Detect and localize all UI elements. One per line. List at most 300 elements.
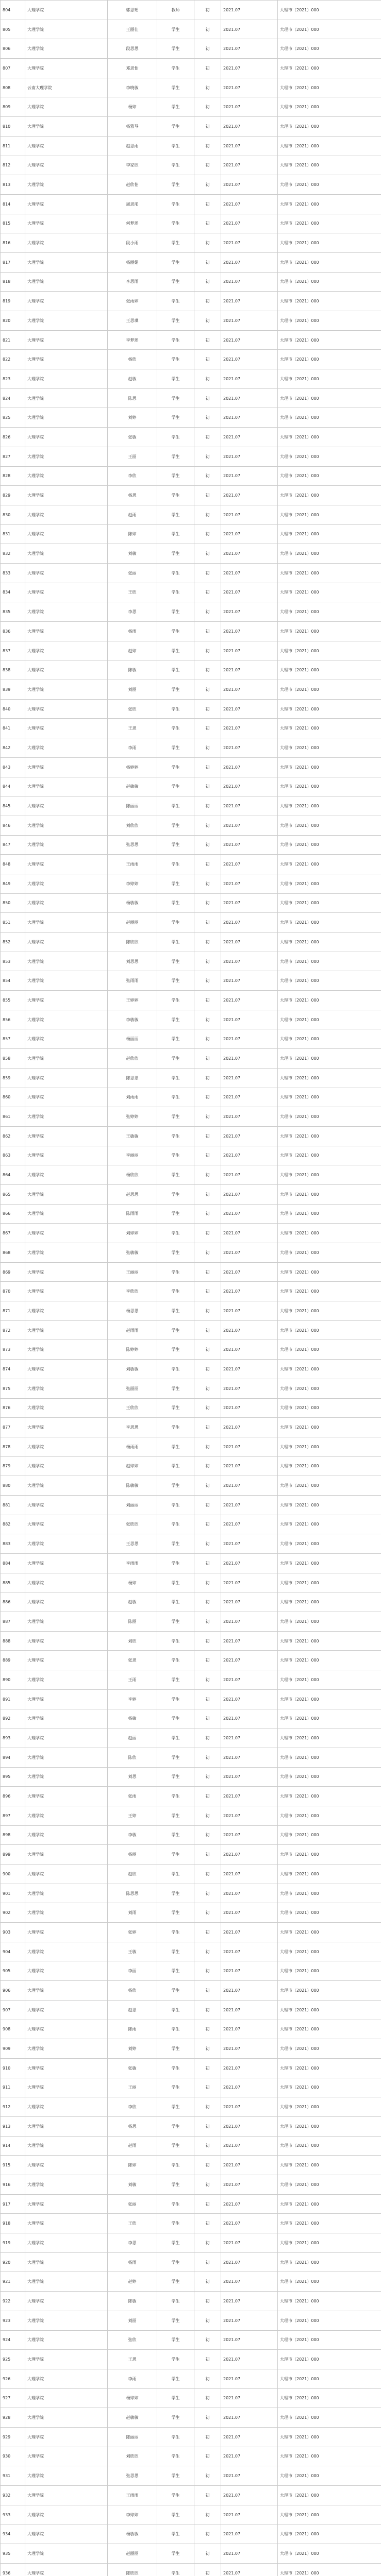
name-cell: 陈欣 — [108, 1748, 157, 1767]
cert-cell: 大理市（2021）000 — [278, 719, 381, 738]
unit-cell: 大理学院 — [25, 2058, 108, 2078]
unit-cell: 大理学院 — [25, 1204, 108, 1224]
time-cell: 2021.07 — [221, 1, 278, 20]
level-cell: 初 — [194, 1456, 221, 1476]
level-cell: 初 — [194, 1204, 221, 1224]
seq-cell: 876 — [1, 1398, 25, 1418]
level-cell: 初 — [194, 1709, 221, 1728]
time-cell: 2021.07 — [221, 816, 278, 835]
name-cell: 杨丽 — [108, 1845, 157, 1865]
time-cell: 2021.07 — [221, 544, 278, 564]
time-cell: 2021.07 — [221, 194, 278, 214]
time-cell: 2021.07 — [221, 2175, 278, 2195]
unit-cell: 大理学院 — [25, 1709, 108, 1728]
table-row — [1, 2272, 381, 2292]
level-cell: 初 — [194, 874, 221, 893]
level-cell: 初 — [194, 1825, 221, 1845]
name-cell: 李欣 — [108, 466, 157, 486]
seq-cell: 879 — [1, 1456, 25, 1476]
type-cell: 学生 — [157, 2292, 194, 2311]
unit-cell: 大理学院 — [25, 1806, 108, 1825]
cert-cell: 大理市（2021）000 — [278, 330, 381, 350]
cert-cell: 大理市（2021）000 — [278, 2175, 381, 2195]
unit-cell: 大理学院 — [25, 1612, 108, 1632]
name-cell: 李婷婷 — [108, 874, 157, 893]
level-cell: 初 — [194, 2408, 221, 2428]
name-cell: 杨婷 — [108, 1573, 157, 1592]
name-cell: 刘欣 — [108, 1631, 157, 1651]
table-row — [1, 2020, 381, 2039]
name-cell: 赵思思 — [108, 1184, 157, 1204]
seq-cell: 875 — [1, 1379, 25, 1398]
table-row — [1, 117, 381, 137]
level-cell: 初 — [194, 1360, 221, 1379]
level-cell: 初 — [194, 2214, 221, 2233]
seq-cell: 881 — [1, 1495, 25, 1515]
type-cell: 学生 — [157, 486, 194, 505]
level-cell: 初 — [194, 1845, 221, 1865]
cert-cell: 大理市（2021）000 — [278, 2369, 381, 2388]
table-row — [1, 855, 381, 874]
type-cell: 学生 — [157, 1320, 194, 1340]
unit-cell: 大理学院 — [25, 20, 108, 39]
cert-cell: 大理市（2021）000 — [278, 1165, 381, 1185]
table-row — [1, 1651, 381, 1670]
unit-cell: 大理学院 — [25, 1243, 108, 1263]
time-cell: 2021.07 — [221, 1029, 278, 1049]
seq-cell: 805 — [1, 20, 25, 39]
seq-cell: 816 — [1, 233, 25, 253]
table-row — [1, 194, 381, 214]
table-row — [1, 1282, 381, 1301]
level-cell: 初 — [194, 2369, 221, 2388]
type-cell: 学生 — [157, 2350, 194, 2369]
time-cell: 2021.07 — [221, 2272, 278, 2292]
time-cell: 2021.07 — [221, 330, 278, 350]
name-cell: 王欣 — [108, 583, 157, 602]
type-cell: 学生 — [157, 1825, 194, 1845]
time-cell: 2021.07 — [221, 1495, 278, 1515]
name-cell: 张思思 — [108, 835, 157, 855]
name-cell: 陈丽 — [108, 1612, 157, 1632]
cert-cell: 大理市（2021）000 — [278, 2214, 381, 2233]
time-cell: 2021.07 — [221, 1107, 278, 1127]
seq-cell: 809 — [1, 97, 25, 117]
level-cell: 初 — [194, 602, 221, 622]
unit-cell: 大理学院 — [25, 699, 108, 719]
name-cell: 赵敏敏 — [108, 2408, 157, 2428]
level-cell: 初 — [194, 816, 221, 835]
cert-cell: 大理市（2021）000 — [278, 2292, 381, 2311]
level-cell: 初 — [194, 2078, 221, 2097]
seq-cell: 823 — [1, 369, 25, 389]
name-cell: 张欣 — [108, 2330, 157, 2350]
name-cell: 杨雅琴 — [108, 117, 157, 137]
time-cell: 2021.07 — [221, 1204, 278, 1224]
type-cell: 学生 — [157, 1243, 194, 1263]
unit-cell: 大理学院 — [25, 602, 108, 622]
table-row — [1, 2427, 381, 2447]
level-cell: 初 — [194, 1340, 221, 1360]
type-cell: 学生 — [157, 602, 194, 622]
seq-cell: 887 — [1, 1612, 25, 1632]
table-row — [1, 428, 381, 447]
seq-cell: 807 — [1, 59, 25, 78]
type-cell: 学生 — [157, 1088, 194, 1107]
time-cell: 2021.07 — [221, 1709, 278, 1728]
level-cell: 初 — [194, 738, 221, 758]
level-cell: 初 — [194, 835, 221, 855]
level-cell: 初 — [194, 1612, 221, 1632]
table-row — [1, 738, 381, 758]
time-cell: 2021.07 — [221, 719, 278, 738]
table-row — [1, 1845, 381, 1865]
time-cell: 2021.07 — [221, 738, 278, 758]
unit-cell: 大理学院 — [25, 1787, 108, 1806]
table-row — [1, 2292, 381, 2311]
seq-cell: 932 — [1, 2486, 25, 2505]
seq-cell: 905 — [1, 1961, 25, 1981]
name-cell: 王欣 — [108, 2214, 157, 2233]
table-row — [1, 2408, 381, 2428]
name-cell: 赵婷婷 — [108, 1456, 157, 1476]
level-cell: 初 — [194, 1651, 221, 1670]
unit-cell: 大理学院 — [25, 2466, 108, 2486]
cert-cell: 大理市（2021）000 — [278, 2486, 381, 2505]
time-cell: 2021.07 — [221, 1689, 278, 1709]
unit-cell: 大理学院 — [25, 1379, 108, 1398]
level-cell: 初 — [194, 1806, 221, 1825]
unit-cell: 大理学院 — [25, 2544, 108, 2564]
table-row — [1, 2214, 381, 2233]
cert-cell: 大理市（2021）000 — [278, 971, 381, 991]
unit-cell: 大理学院 — [25, 544, 108, 564]
level-cell: 初 — [194, 699, 221, 719]
name-cell: 陈思思 — [108, 1884, 157, 1903]
level-cell: 初 — [194, 2252, 221, 2272]
seq-cell: 901 — [1, 1884, 25, 1903]
name-cell: 张丽 — [108, 563, 157, 583]
type-cell: 学生 — [157, 2408, 194, 2428]
unit-cell: 大理学院 — [25, 1224, 108, 1243]
table-row — [1, 136, 381, 156]
name-cell: 李思 — [108, 602, 157, 622]
table-row — [1, 1456, 381, 1476]
table-row — [1, 524, 381, 544]
time-cell: 2021.07 — [221, 2369, 278, 2388]
table-row — [1, 583, 381, 602]
type-cell: 学生 — [157, 1165, 194, 1185]
cert-cell: 大理市（2021）000 — [278, 2136, 381, 2156]
unit-cell: 大理学院 — [25, 524, 108, 544]
unit-cell: 大理学院 — [25, 1961, 108, 1981]
table-row — [1, 1, 381, 20]
type-cell: 学生 — [157, 1612, 194, 1632]
time-cell: 2021.07 — [221, 699, 278, 719]
name-cell: 杨雨雨 — [108, 1437, 157, 1456]
type-cell: 学生 — [157, 757, 194, 777]
cert-cell: 大理市（2021）000 — [278, 2020, 381, 2039]
level-cell: 初 — [194, 1903, 221, 1923]
seq-cell: 928 — [1, 2408, 25, 2428]
seq-cell: 842 — [1, 738, 25, 758]
seq-cell: 865 — [1, 1184, 25, 1204]
name-cell: 刘欣欣 — [108, 816, 157, 835]
table-row — [1, 1340, 381, 1360]
table-row — [1, 1418, 381, 1437]
level-cell: 初 — [194, 1865, 221, 1884]
time-cell: 2021.07 — [221, 447, 278, 466]
table-row — [1, 2330, 381, 2350]
unit-cell: 大理学院 — [25, 1, 108, 20]
cert-cell: 大理市（2021）000 — [278, 59, 381, 78]
seq-cell: 889 — [1, 1651, 25, 1670]
time-cell: 2021.07 — [221, 583, 278, 602]
seq-cell: 867 — [1, 1224, 25, 1243]
unit-cell: 大理学院 — [25, 1010, 108, 1029]
seq-cell: 821 — [1, 330, 25, 350]
unit-cell: 大理学院 — [25, 136, 108, 156]
type-cell: 学生 — [157, 1651, 194, 1670]
seq-cell: 810 — [1, 117, 25, 137]
level-cell: 初 — [194, 913, 221, 933]
unit-cell: 大理学院 — [25, 2369, 108, 2388]
name-cell: 张丽 — [108, 2194, 157, 2214]
time-cell: 2021.07 — [221, 78, 278, 97]
seq-cell: 830 — [1, 505, 25, 524]
time-cell: 2021.07 — [221, 369, 278, 389]
name-cell: 张思思 — [108, 2466, 157, 2486]
time-cell: 2021.07 — [221, 660, 278, 680]
time-cell: 2021.07 — [221, 1825, 278, 1845]
type-cell: 学生 — [157, 447, 194, 466]
level-cell: 初 — [194, 408, 221, 428]
time-cell: 2021.07 — [221, 175, 278, 195]
time-cell: 2021.07 — [221, 272, 278, 292]
unit-cell: 大理学院 — [25, 1184, 108, 1204]
level-cell: 初 — [194, 2039, 221, 2059]
level-cell: 初 — [194, 2544, 221, 2564]
seq-cell: 926 — [1, 2369, 25, 2388]
name-cell: 陈婷 — [108, 524, 157, 544]
type-cell: 学生 — [157, 583, 194, 602]
time-cell: 2021.07 — [221, 2408, 278, 2428]
level-cell: 初 — [194, 2466, 221, 2486]
cert-cell: 大理市（2021）000 — [278, 1806, 381, 1825]
seq-cell: 936 — [1, 2563, 25, 2576]
time-cell: 2021.07 — [221, 1165, 278, 1185]
cert-cell: 大理市（2021）000 — [278, 2311, 381, 2330]
table-row — [1, 1573, 381, 1592]
cert-cell: 大理市（2021）000 — [278, 1146, 381, 1165]
name-cell: 赵思 — [108, 2000, 157, 2020]
level-cell: 初 — [194, 78, 221, 97]
cert-cell: 大理市（2021）000 — [278, 1088, 381, 1107]
seq-cell: 847 — [1, 835, 25, 855]
cert-cell: 大理市（2021）000 — [278, 97, 381, 117]
name-cell: 刘婷 — [108, 2039, 157, 2059]
seq-cell: 825 — [1, 408, 25, 428]
name-cell: 杨婷婷 — [108, 757, 157, 777]
unit-cell: 大理学院 — [25, 350, 108, 369]
seq-cell: 845 — [1, 796, 25, 816]
type-cell: 学生 — [157, 2233, 194, 2253]
time-cell: 2021.07 — [221, 524, 278, 544]
cert-cell: 大理市（2021）000 — [278, 1476, 381, 1496]
name-cell: 段小雨 — [108, 233, 157, 253]
seq-cell: 872 — [1, 1320, 25, 1340]
name-cell: 王敏敏 — [108, 1126, 157, 1146]
level-cell: 初 — [194, 136, 221, 156]
cert-cell: 大理市（2021）000 — [278, 757, 381, 777]
unit-cell: 大理学院 — [25, 388, 108, 408]
seq-cell: 862 — [1, 1126, 25, 1146]
name-cell: 李欣欣 — [108, 1282, 157, 1301]
type-cell: 学生 — [157, 622, 194, 641]
time-cell: 2021.07 — [221, 2544, 278, 2564]
level-cell: 初 — [194, 2058, 221, 2078]
level-cell: 初 — [194, 388, 221, 408]
unit-cell: 大理学院 — [25, 505, 108, 524]
type-cell: 学生 — [157, 1592, 194, 1612]
table-row — [1, 2000, 381, 2020]
type-cell: 学生 — [157, 1418, 194, 1437]
table-row — [1, 1243, 381, 1263]
type-cell: 学生 — [157, 933, 194, 952]
time-cell: 2021.07 — [221, 2563, 278, 2576]
name-cell: 张敏 — [108, 2058, 157, 2078]
name-cell: 王欣欣 — [108, 1398, 157, 1418]
type-cell: 学生 — [157, 117, 194, 137]
table-row — [1, 1515, 381, 1534]
level-cell: 初 — [194, 563, 221, 583]
time-cell: 2021.07 — [221, 2116, 278, 2136]
seq-cell: 910 — [1, 2058, 25, 2078]
unit-cell: 大理学院 — [25, 1923, 108, 1942]
table-row — [1, 2078, 381, 2097]
cert-cell: 大理市（2021）000 — [278, 2058, 381, 2078]
table-row — [1, 1437, 381, 1456]
unit-cell: 大理学院 — [25, 156, 108, 175]
type-cell: 学生 — [157, 1865, 194, 1884]
level-cell: 初 — [194, 855, 221, 874]
time-cell: 2021.07 — [221, 156, 278, 175]
cert-cell: 大理市（2021）000 — [278, 1437, 381, 1456]
table-row — [1, 2097, 381, 2117]
unit-cell: 大理学院 — [25, 2408, 108, 2428]
seq-cell: 877 — [1, 1418, 25, 1437]
level-cell: 初 — [194, 428, 221, 447]
level-cell: 初 — [194, 466, 221, 486]
name-cell: 杨思 — [108, 2116, 157, 2136]
table-row — [1, 272, 381, 292]
level-cell: 初 — [194, 641, 221, 660]
level-cell: 初 — [194, 2330, 221, 2350]
name-cell: 张欣 — [108, 699, 157, 719]
time-cell: 2021.07 — [221, 2097, 278, 2117]
type-cell: 学生 — [157, 2116, 194, 2136]
cert-cell: 大理市（2021）000 — [278, 1243, 381, 1263]
name-cell: 李丽 — [108, 1961, 157, 1981]
seq-cell: 826 — [1, 428, 25, 447]
level-cell: 初 — [194, 272, 221, 292]
type-cell: 学生 — [157, 2252, 194, 2272]
time-cell: 2021.07 — [221, 757, 278, 777]
table-row — [1, 1670, 381, 1690]
unit-cell: 大理学院 — [25, 2039, 108, 2059]
time-cell: 2021.07 — [221, 2330, 278, 2350]
seq-cell: 859 — [1, 1068, 25, 1088]
type-cell: 学生 — [157, 78, 194, 97]
table-row — [1, 2156, 381, 2175]
name-cell: 赵雨雨 — [108, 1320, 157, 1340]
time-cell: 2021.07 — [221, 913, 278, 933]
table-row — [1, 2524, 381, 2544]
cert-cell: 大理市（2021）000 — [278, 1204, 381, 1224]
unit-cell: 大理学院 — [25, 272, 108, 292]
unit-cell: 大理学院 — [25, 447, 108, 466]
unit-cell: 大理学院 — [25, 1767, 108, 1787]
unit-cell: 大理学院 — [25, 2078, 108, 2097]
level-cell: 初 — [194, 2097, 221, 2117]
seq-cell: 820 — [1, 311, 25, 331]
name-cell: 杨欣 — [108, 1981, 157, 2001]
time-cell: 2021.07 — [221, 59, 278, 78]
name-cell: 刘敏 — [108, 544, 157, 564]
type-cell: 学生 — [157, 252, 194, 272]
cert-cell: 大理市（2021）000 — [278, 39, 381, 59]
name-cell: 赵丽丽 — [108, 913, 157, 933]
type-cell: 学生 — [157, 1398, 194, 1418]
level-cell: 初 — [194, 486, 221, 505]
level-cell: 初 — [194, 1262, 221, 1282]
unit-cell: 大理学院 — [25, 486, 108, 505]
table-row — [1, 913, 381, 933]
cert-cell: 大理市（2021）000 — [278, 933, 381, 952]
cert-cell: 大理市（2021）000 — [278, 1107, 381, 1127]
name-cell: 杨欣 — [108, 350, 157, 369]
level-cell: 初 — [194, 20, 221, 39]
table-row — [1, 1224, 381, 1243]
table-row — [1, 952, 381, 971]
table-row — [1, 2194, 381, 2214]
cert-cell: 大理市（2021）000 — [278, 1262, 381, 1282]
type-cell: 学生 — [157, 1146, 194, 1165]
seq-cell: 915 — [1, 2156, 25, 2175]
name-cell: 赵婷 — [108, 641, 157, 660]
name-cell: 张丽丽 — [108, 1379, 157, 1398]
cert-cell: 大理市（2021）000 — [278, 1049, 381, 1069]
time-cell: 2021.07 — [221, 952, 278, 971]
type-cell: 学生 — [157, 2097, 194, 2117]
seq-cell: 806 — [1, 39, 25, 59]
type-cell: 学生 — [157, 2214, 194, 2233]
table-row — [1, 602, 381, 622]
seq-cell: 819 — [1, 292, 25, 311]
level-cell: 初 — [194, 1787, 221, 1806]
type-cell: 学生 — [157, 2194, 194, 2214]
seq-cell: 852 — [1, 933, 25, 952]
level-cell: 初 — [194, 1961, 221, 1981]
seq-cell: 934 — [1, 2524, 25, 2544]
type-cell: 学生 — [157, 1456, 194, 1476]
unit-cell: 大理学院 — [25, 1573, 108, 1592]
cert-cell: 大理市（2021）000 — [278, 447, 381, 466]
cert-cell: 大理市（2021）000 — [278, 1126, 381, 1146]
level-cell: 初 — [194, 1379, 221, 1398]
name-cell: 张雨雨 — [108, 971, 157, 991]
type-cell: 学生 — [157, 194, 194, 214]
